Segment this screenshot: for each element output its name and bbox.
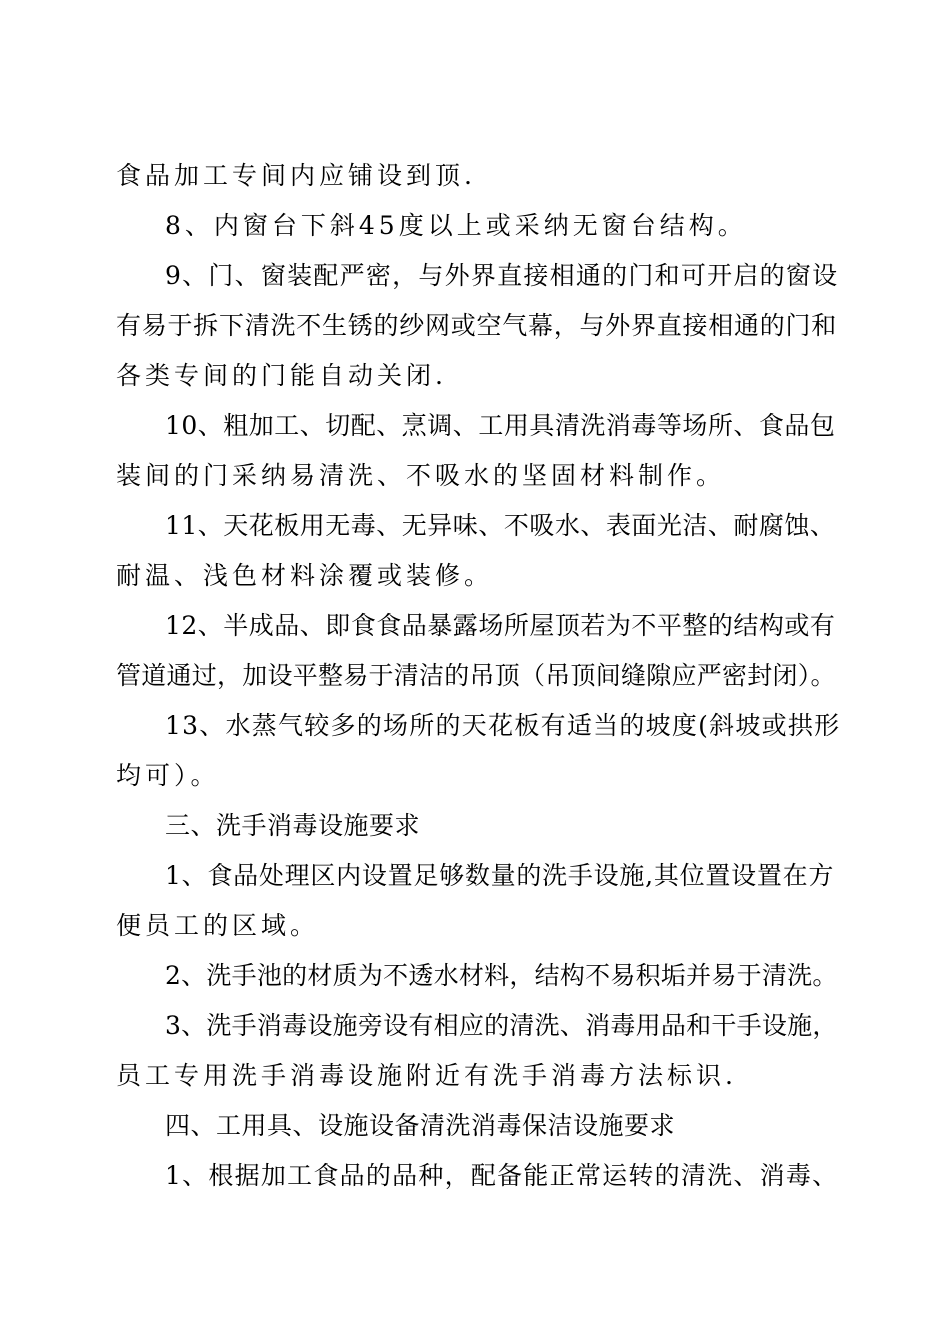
paragraph-line: 8、内窗台下斜45度以上或采纳无窗台结构。 — [165, 211, 747, 240]
paragraph-line: 装间的门采纳易清洗、不吸水的坚固材料制作。 — [116, 461, 726, 490]
paragraph-line: 员工专用洗手消毒设施附近有洗手消毒方法标识. — [116, 1061, 737, 1090]
section-heading: 四、工用具、设施设备清洗消毒保洁设施要求 — [165, 1111, 676, 1140]
paragraph-line: 10、粗加工、切配、烹调、工用具清洗消毒等场所、食品包 — [165, 411, 836, 440]
paragraph-line: 3、洗手消毒设施旁设有相应的清洗、消毒用品和干手设施， — [165, 1011, 838, 1040]
paragraph-line: 1、根据加工食品的品种，配备能正常运转的清洗、消毒、 — [165, 1161, 839, 1190]
paragraph-line: 12、半成品、即食食品暴露场所屋顶若为不平整的结构或有 — [165, 611, 836, 640]
paragraph-line: 13、水蒸气较多的场所的天花板有适当的坡度(斜坡或拱形 — [165, 711, 841, 740]
paragraph-line: 管道通过，加设平整易于清洁的吊顶（吊顶间缝隙应严密封闭）。 — [116, 661, 836, 690]
paragraph-line: 各类专间的门能自动关闭. — [116, 361, 447, 390]
paragraph-line: 耐温、浅色材料涂覆或装修。 — [116, 561, 494, 590]
section-heading: 三、洗手消毒设施要求 — [165, 811, 421, 840]
paragraph-line: 1、食品处理区内设置足够数量的洗手设施,其位置设置在方 — [165, 861, 835, 890]
paragraph-line: 11、天花板用无毒、无异味、不吸水、表面光洁、耐腐蚀、 — [165, 511, 836, 540]
paragraph-line: 食品加工专间内应铺设到顶. — [116, 161, 476, 190]
paragraph-line: 有易于拆下清洗不生锈的纱网或空气幕，与外界直接相通的门和 — [116, 311, 838, 340]
paragraph-line: 2、洗手池的材质为不透水材料，结构不易积垢并易于清洗。 — [165, 961, 838, 990]
paragraph-line: 便员工的区域。 — [116, 911, 320, 940]
paragraph-line: 均可）。 — [116, 761, 220, 790]
paragraph-line: 9、门、窗装配严密，与外界直接相通的门和可开启的窗设 — [165, 261, 839, 290]
